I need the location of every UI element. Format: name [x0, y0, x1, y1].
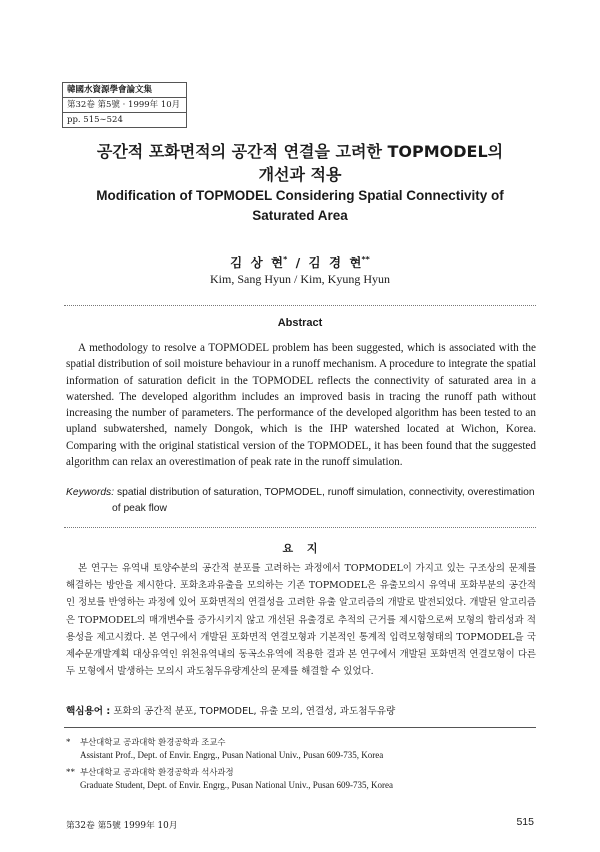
- keywords: [66, 485, 536, 517]
- divider-middle: [64, 527, 536, 528]
- footnote-2-mark: **: [66, 767, 75, 777]
- korean-abstract-body: 본 연구는 유역내 토양수분의 공간적 분포를 고려하는 과정에서 TOPMODEL이 가지고 있는 구조상의 문제를 해결하는 방안을 제시한다. 포화초과유출을 모의하는 기존 TOPMODEL은 유출모의시 유역내 포화부분의 공간적인 정보를 반영하는 과정에 있어 포화면적의 연결성을 고려한 유출 알고리즘의 개발로 발전되었다. 개발된 알고리즘은 TOPMODEL의 매개변수를 증가시키지 않고 개선된 유출경로 추적의 근거를 제시함으로써 모형의 합리성과 적용성을 제고시켰다. 본 연구에서 개발된 포화면적 연결모형과 기본적인 통계적 입력모형형태의 TOPMODEL을 국제수문개발계획 대상유역인 위천유역내의 동곡소유역에 적용한 결과 본 연구에서 개발된 포화면적 연결모형이 다른 두 모형에서 발생하는 모의시 과도첨두유량계산의 문제를 해결할 수 있었다.: [66, 563, 536, 678]
- footnote-2: [66, 766, 536, 792]
- footnote-1-english: Assistant Prof., Dept. of Envir. Engrg., Pusan National Univ., Pusan 609-735, Korea: [80, 750, 384, 760]
- page-number: 515: [516, 816, 534, 828]
- journal-name: 韓國水資源學會論文集: [63, 83, 186, 98]
- journal-info-box: [62, 82, 187, 128]
- authors-korean: [40, 253, 560, 271]
- journal-pages: pp. 515∼524: [67, 115, 123, 125]
- title-korean: [40, 140, 560, 186]
- title-english-line1: Modification of TOPMODEL Considering Spatial Connectivity of: [96, 188, 504, 203]
- divider-top: [64, 305, 536, 306]
- footnote-1-korean: 부산대학교 공과대학 환경공학과 조교수: [80, 737, 226, 747]
- footnote-2-korean: 부산대학교 공과대학 환경공학과 석사과정: [80, 767, 234, 777]
- author-1-mark: *: [283, 254, 288, 264]
- footnote-1: [66, 736, 536, 762]
- korean-keywords-text: 포화의 공간적 분포, TOPMODEL, 유출 모의, 연결성, 과도첨두유량: [113, 706, 396, 717]
- korean-keywords-label: 핵심용어 :: [66, 706, 111, 717]
- korean-keywords: [66, 705, 536, 719]
- title-korean-line2: 개선과 적용: [258, 165, 342, 184]
- abstract-heading: Abstract: [277, 317, 323, 329]
- abstract-body: A methodology to resolve a TOPMODEL problem has been suggested, which is associated with the spatial distribution of soil moisture behaviour in a runoff mechanism. A procedure to integrate the spatial information of saturation deficit in the TOPMODEL reflects the connectivity of saturated area in a watershed. The developed algorithm includes an improved basis in tracing the runoff path without increasing the number of parameters. The performance of the developed algorithm has been tested to an upland subwatershed, namely Dongok, which is the IHP watershed located at Wichon, Korea. Comparing with the original statistical version of the TOPMODEL, it has been found that the suggested algorithm can relax an overestimation of peak rate in the runoff simulation.: [66, 342, 536, 469]
- title-korean-line1: 공간적 포화면적의 공간적 연결을 고려한 TOPMODEL의: [96, 142, 504, 161]
- author-2-korean: 김 경 현: [308, 255, 362, 270]
- footnote-rule: [64, 727, 536, 728]
- author-1-korean: 김 상 현: [230, 255, 284, 270]
- korean-abstract-heading: 요 지: [282, 542, 318, 555]
- footnote-2-english: Graduate Student, Dept. of Envir. Engrg., Pusan National Univ., Pusan 609-735, Korea: [80, 780, 393, 790]
- journal-volume-issue: 第32卷 第5號 · 1999年 10月: [63, 98, 186, 113]
- footnote-1-mark: *: [66, 737, 71, 747]
- author-separator: /: [287, 255, 309, 270]
- authors-english: Kim, Sang Hyun / Kim, Kyung Hyun: [210, 272, 390, 286]
- title-english: [40, 186, 560, 226]
- author-2-mark: **: [361, 254, 370, 264]
- title-english-line2: Saturated Area: [252, 208, 348, 223]
- keywords-label: Keywords:: [66, 487, 115, 498]
- footer-journal-issue: 第32卷 第5號 1999年 10月: [66, 821, 178, 831]
- keywords-text: spatial distribution of saturation, TOPMODEL, runoff simulation, connectivity, overestimation of peak flow: [112, 487, 535, 514]
